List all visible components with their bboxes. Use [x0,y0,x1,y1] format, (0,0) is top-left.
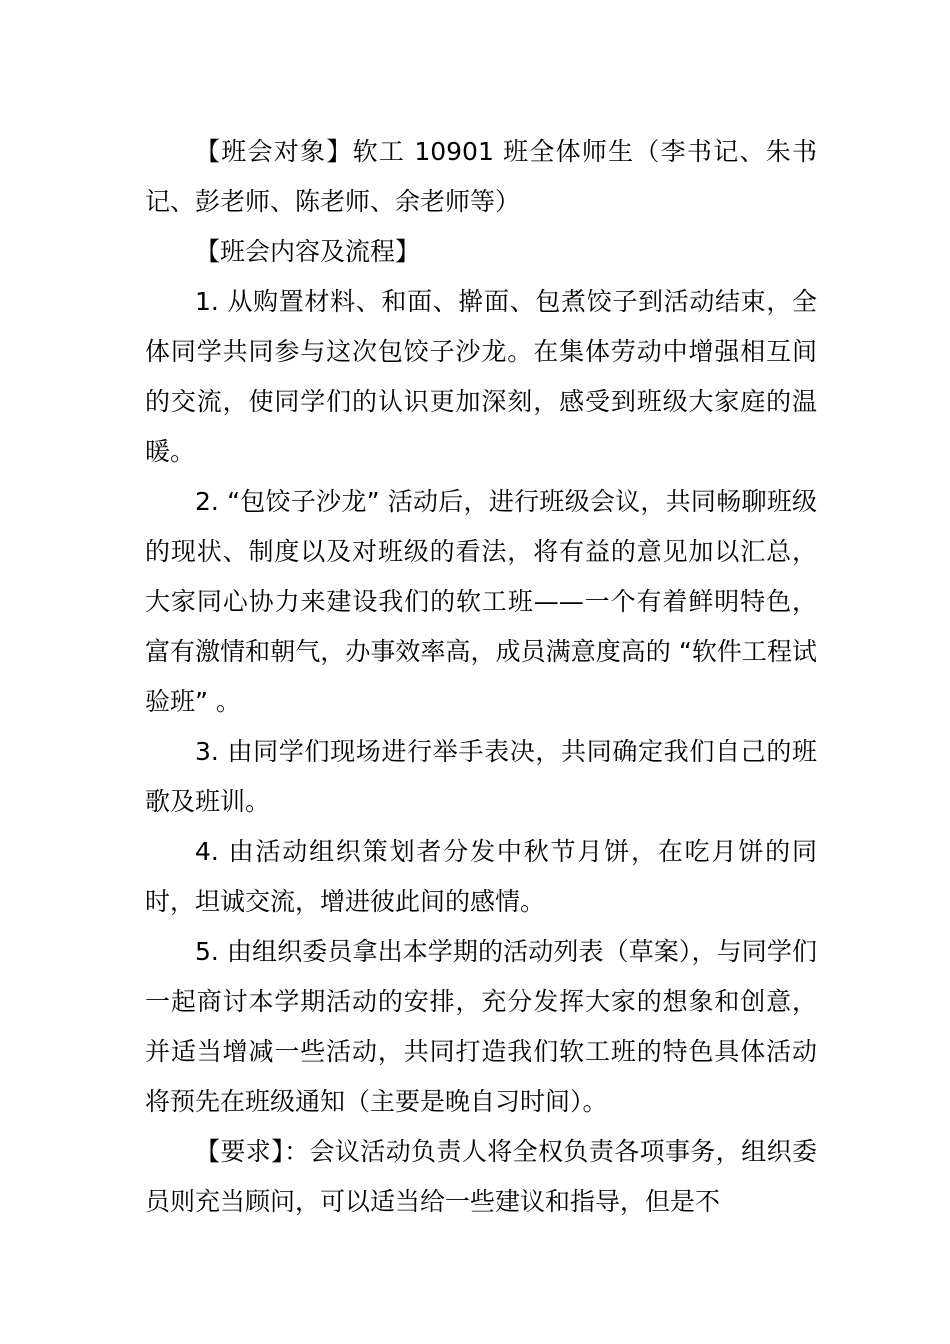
paragraph-item-3: 3. 由同学们现场进行举手表决，共同确定我们自己的班歌及班训。 [145,737,817,816]
paragraph-meeting-audience: 【班会对象】软工 10901 班全体师生（李书记、朱书记、彭老师、陈老师、余老师等） [145,137,817,216]
paragraph-item-5: 5. 由组织委员拿出本学期的活动列表（草案），与同学们一起商讨本学期活动的安排，充分发挥大家的想象和创意，并适当增减一些活动，共同打造我们软工班的特色具体活动将预先在班级通知（主要是晚自习时间）。 [145,937,817,1116]
paragraph-item-4: 4. 由活动组织策划者分发中秋节月饼，在吃月饼的同时，坦诚交流，增进彼此间的感情。 [145,837,817,916]
paragraph-item-1: 1. 从购置材料、和面、擀面、包煮饺子到活动结束，全体同学共同参与这次包饺子沙龙。在集体劳动中增强相互间的交流，使同学们的认识更加深刻，感受到班级大家庭的温暖。 [145,287,817,466]
paragraph-item-2: 2. “包饺子沙龙” 活动后，进行班级会议，共同畅聊班级的现状、制度以及对班级的看法，将有益的意见加以汇总，大家同心协力来建设我们的软工班——一个有着鲜明特色，富有激情和朝气，办事效率高，成员满意度高的 “软件工程试验班” 。 [145,487,817,716]
paragraph-requirements: 【要求】：会议活动负责人将全权负责各项事务，组织委员则充当顾问，可以适当给一些建议和指导，但是不 [145,1137,817,1216]
paragraph-content-heading: 【班会内容及流程】 [195,237,421,266]
document-body [145,127,817,1227]
